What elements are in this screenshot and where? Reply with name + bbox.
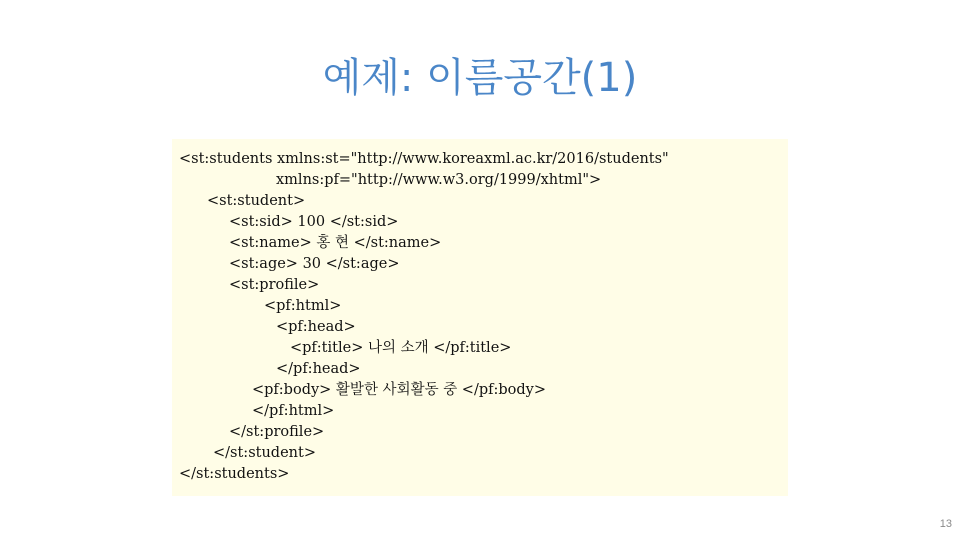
- page-number: 13: [939, 518, 952, 530]
- code-line: <pf:title> 나의 소개 </pf:title>: [290, 340, 512, 356]
- code-line: <st:student>: [207, 193, 306, 209]
- code-line: <pf:html>: [264, 298, 342, 314]
- code-line: </pf:html>: [252, 403, 335, 419]
- code-line: </st:profile>: [229, 424, 325, 440]
- code-line: <st:students xmlns:st="http://www.koreaxml.ac.kr/2016/students": [179, 151, 669, 167]
- code-line: <st:name> 홍 현 </st:name>: [229, 235, 442, 251]
- code-line: <pf:body> 활발한 사회활동 중 </pf:body>: [252, 382, 547, 398]
- slide-title: 예제: 이름공간(1): [322, 55, 638, 101]
- code-line: <st:profile>: [229, 277, 320, 293]
- code-line: <st:age> 30 </st:age>: [229, 256, 400, 272]
- code-line: <st:sid> 100 </st:sid>: [229, 214, 399, 230]
- code-line: </st:students>: [179, 466, 290, 482]
- code-line: <pf:head>: [276, 319, 356, 335]
- code-line: xmlns:pf="http://www.w3.org/1999/xhtml">: [276, 172, 602, 188]
- code-line: </st:student>: [213, 445, 316, 461]
- code-line: </pf:head>: [276, 361, 361, 377]
- code-block: [172, 139, 788, 496]
